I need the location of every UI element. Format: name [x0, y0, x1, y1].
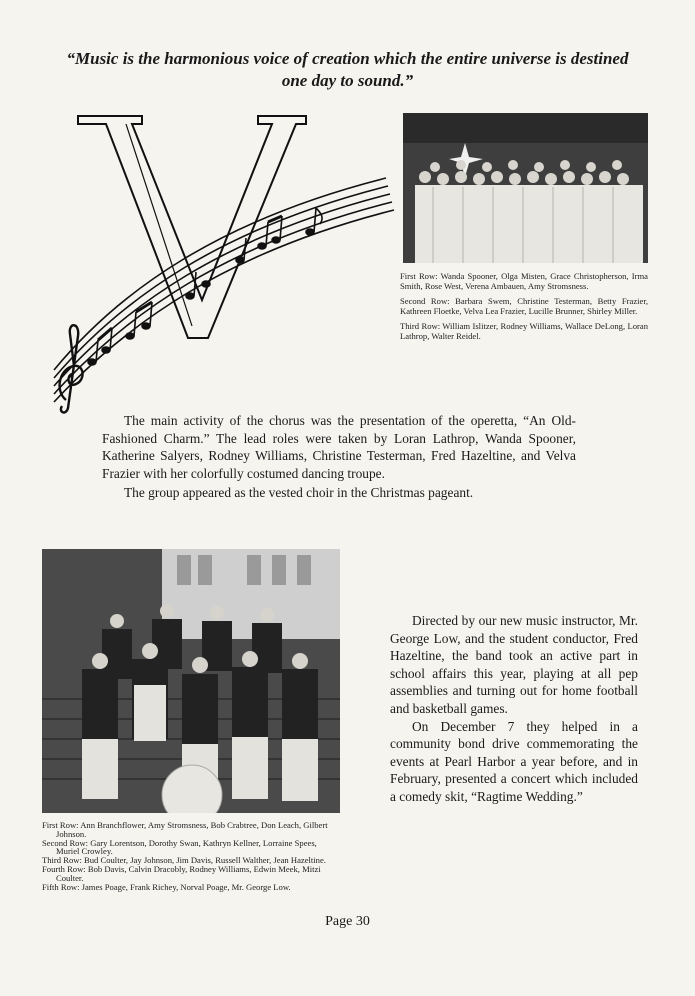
band-paragraph-1: Directed by our new music instructor, Mr. George Low, and the student conductor, Fred Hazeltine, the band took an active part in school affairs this year, playing at all pep assemblies and turning out for home football and basketball games.	[390, 613, 638, 716]
chorus-caption-row-2: Second Row: Barbara Swem, Christine Testerman, Betty Frazier, Kathreen Floetke, Velva Lea Frazier, Lucille Brunner, Shirley Miller.	[400, 296, 648, 316]
chorus-paragraph-2: The group appeared as the vested choir in the Christmas pageant.	[124, 485, 474, 500]
chorus-caption-row-1: First Row: Wanda Spooner, Olga Misten, Grace Christopherson, Irma Smith, Rose West, Verena Ambauen, Amy Stromsness.	[400, 271, 648, 291]
page-number: Page 30	[325, 914, 370, 929]
music-staff-ribbon-icon	[40, 100, 400, 420]
page-quote: “Music is the harmonious voice of creation which the entire universe is destined one day to sound.”	[66, 49, 629, 90]
chorus-caption-row-3: Third Row: William Islitzer, Rodney Williams, Wallace DeLong, Loran Lathrop, Walter Reidel.	[400, 321, 648, 341]
band-caption-row-3: Third Row: Bud Coulter, Jay Johnson, Jim Davis, Russell Walther, Jean Hazeltine.	[42, 855, 326, 866]
chorus-article	[102, 412, 576, 502]
band-caption	[42, 821, 340, 891]
band-caption-row-2: Second Row: Gary Lorentson, Dorothy Swan, Kathryn Kellner, Lorraine Spees, Muriel Crowley.	[42, 837, 317, 857]
chorus-caption	[400, 272, 648, 348]
chorus-paragraph-1: The main activity of the chorus was the presentation of the operetta, “An Old-Fashioned Charm.” The lead roles were taken by Loran Lathrop, Wanda Spooner, Katherine Salyers, Rodney Williams, Christine Testerman, Fred Hazeltine, and Velva Frazier with her colorfully costumed dancing troupe.	[102, 413, 576, 481]
band-caption-row-1: First Row: Ann Branchflower, Amy Stromsness, Bob Crabtree, Don Leach, Gilbert Johnson.	[42, 820, 328, 839]
band-photo	[42, 549, 340, 813]
letter-v-icon	[78, 116, 306, 338]
band-article	[390, 612, 638, 806]
band-caption-row-5: Fifth Row: James Poage, Frank Richey, Norval Poage, Mr. George Low.	[42, 881, 291, 892]
band-paragraph-2: On December 7 they helped in a community bond drive commemorating the events at Pearl Harbor a year before, and in February, presented a concert which included a comedy skit, “Ragtime Wedding.”	[390, 718, 638, 804]
chorus-photo	[403, 113, 648, 263]
band-caption-row-4: Fourth Row: Bob Davis, Calvin Dracobly, Rodney Williams, Edwin Meek, Mitzi Coulter.	[42, 863, 321, 883]
